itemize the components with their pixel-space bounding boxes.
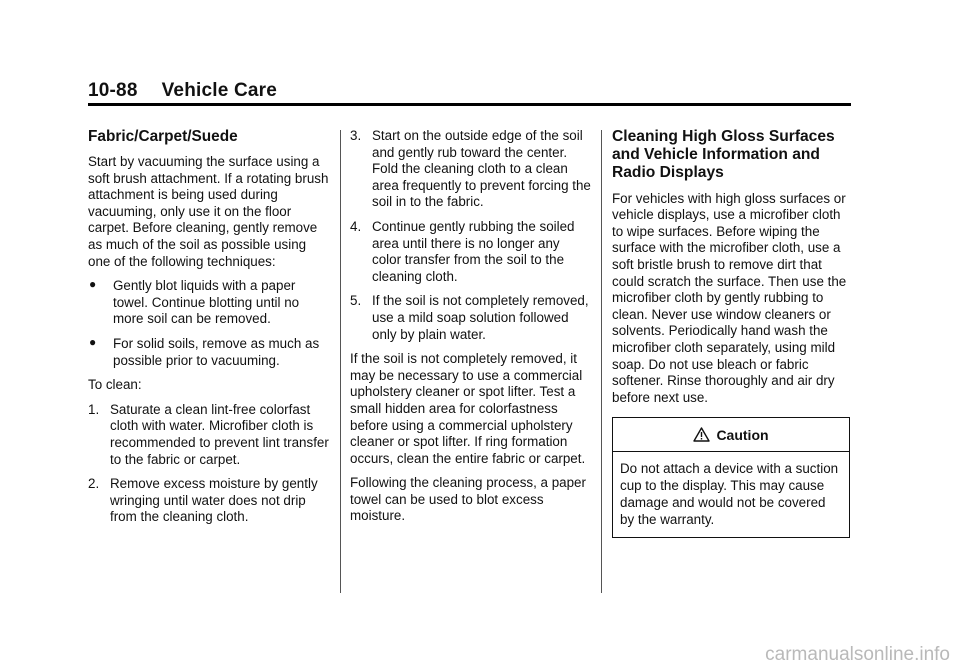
commercial-cleaner-paragraph: If the soil is not completely removed, it may be necessary to use a commercial upholstery cleaner or spot lifter. Test a small hidden area for colorfastness before using a commercial upholstery cleaner or spot lifter. If ring formation occurs, clean the entire fabric or carpet. [350, 351, 586, 466]
step-text: Start on the outside edge of the soil and gently rub toward the center. Fold the cleaning cloth to a clean area frequently to prevent forcing the soil in to the fabric. [372, 128, 591, 210]
step-number: 3. [350, 128, 362, 143]
bullet-item [88, 336, 330, 369]
column-2 [350, 128, 592, 525]
step-text: Saturate a clean lint-free colorfast cloth with water. Microfiber cloth is recommended to prevent lint transfer to the fabric or carpet. [110, 401, 329, 467]
caution-box [612, 417, 850, 537]
watermark: carmanualsonline.info [765, 644, 950, 665]
caution-text: Do not attach a device with a suction cup to the display. This may cause damage and would not be covered by the warranty. [620, 461, 839, 527]
blot-moisture-paragraph: Following the cleaning process, a paper towel can be used to blot excess moisture. [350, 475, 586, 524]
step-text: If the soil is not completely removed, use a mild soap solution followed only by plain water. [372, 293, 589, 342]
to-clean-label: To clean: [88, 377, 142, 393]
step-number: 1. [88, 401, 100, 417]
bullet-text: Gently blot liquids with a paper towel. Continue blotting until no more soil can be removed. [113, 278, 300, 327]
bullet-item [88, 278, 330, 328]
step-text: Remove excess moisture by gently wringing until water does not drip from the cleaning cloth. [110, 476, 318, 525]
bullet-text: For solid soils, remove as much as possible prior to vacuuming. [113, 335, 320, 368]
numbered-step [350, 293, 592, 343]
page-number: 10-88 [88, 80, 138, 101]
bullet-icon: ● [89, 334, 97, 349]
step-text: Continue gently rubbing the soiled area until there is no longer any color transfer from the soil to the cleaning cloth. [372, 218, 575, 284]
step-number: 4. [350, 218, 362, 234]
column-3 [612, 128, 852, 538]
numbered-step [350, 219, 592, 285]
page-header [88, 80, 277, 102]
numbered-step [350, 128, 592, 211]
header-rule [88, 103, 851, 106]
fabric-carpet-suede-heading: Fabric/Carpet/Suede [88, 128, 238, 145]
caution-header [613, 418, 849, 452]
step-number: 5. [350, 293, 362, 309]
section-title: Vehicle Care [161, 80, 278, 101]
column-divider [340, 130, 341, 593]
column-divider [601, 130, 602, 593]
high-gloss-heading: Cleaning High Gloss Surfaces and Vehicle Information and Radio Displays [612, 128, 835, 182]
numbered-step [88, 476, 330, 526]
high-gloss-paragraph: For vehicles with high gloss surfaces or vehicle displays, use a microfiber cloth to wipe surfaces. Before wiping the surface with the microfiber cloth, use a soft bristle brush to remove dirt that could scratch the surface. Then use the microfiber cloth by gently rubbing to clean. Never use window cleaners or solvents. Periodically hand wash the microfiber cloth separately, using mild soap. Do not use bleach or fabric softener. Rinse thoroughly and air dry before next use. [612, 190, 847, 405]
fabric-intro-paragraph: Start by vacuuming the surface using a soft brush attachment. If a rotating brush attachment is being used during vacuuming, only use it on the floor carpet. Before cleaning, gently remove as much of the soil as possible using one of the following techniques: [88, 154, 329, 269]
caution-title: Caution [716, 426, 769, 443]
column-1 [88, 128, 330, 526]
bullet-icon: ● [89, 277, 97, 292]
step-number: 2. [88, 476, 100, 492]
numbered-step [88, 402, 330, 468]
caution-triangle-icon [693, 427, 710, 442]
